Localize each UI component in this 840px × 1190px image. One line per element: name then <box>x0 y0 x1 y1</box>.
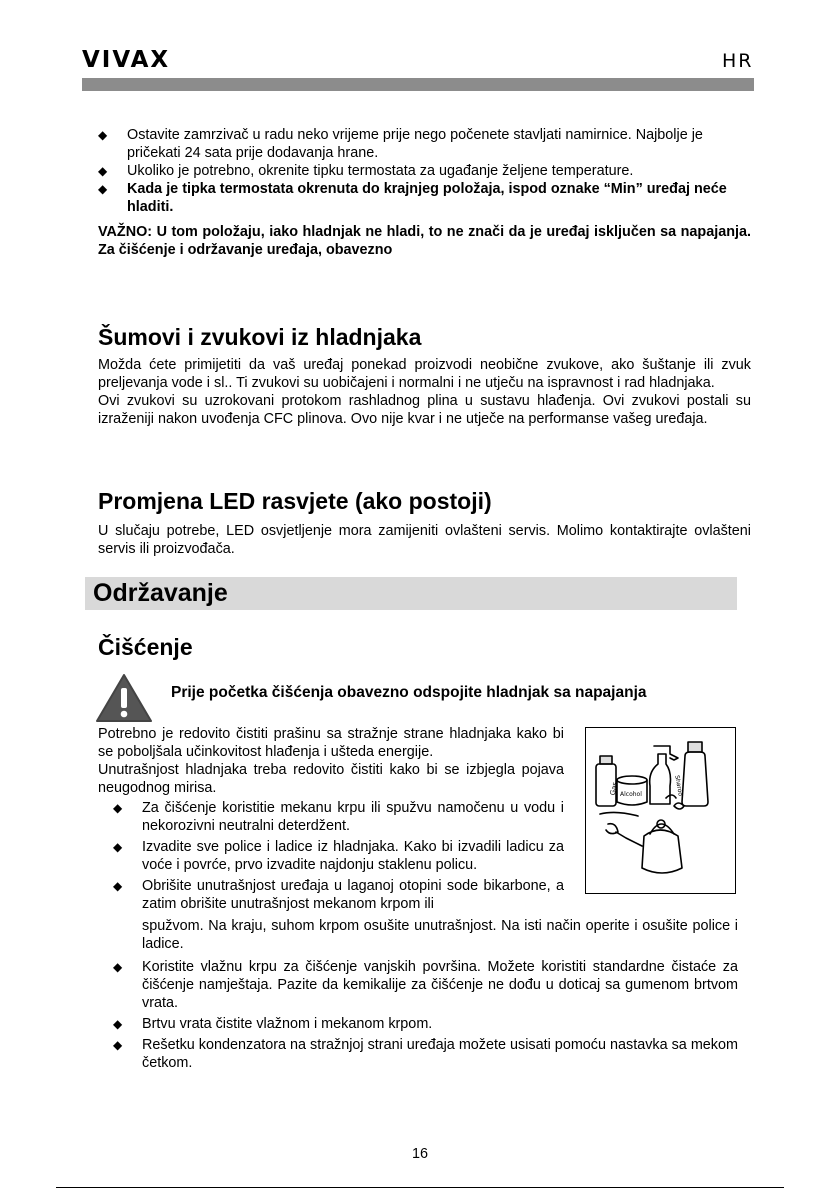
led-heading: Promjena LED rasvjete (ako postoji) <box>98 488 492 514</box>
cleaning-products-illustration <box>585 727 736 894</box>
intro-section <box>98 126 751 259</box>
cleaning-bullets-narrow <box>113 799 564 916</box>
footer-line <box>56 1187 784 1188</box>
list-item <box>113 958 738 1012</box>
list-item <box>113 799 564 835</box>
language-code: HR <box>722 50 754 72</box>
cleaning-bullet-text: Za čišćenje koristitie mekanu krpu ili spužvu namočenu u vodu i nekorozivni neutralni deterdžent. <box>142 800 564 834</box>
maintenance-heading: Održavanje <box>93 579 228 607</box>
intro-bullet-list <box>98 126 751 216</box>
list-item <box>98 126 751 162</box>
bullet-continuation: spužvom. Na kraju, suhom krpom osušite unutrašnjost. Na isti način operite i osušite police i ladice. <box>142 918 738 952</box>
illustration-label: Sharoo <box>673 774 684 797</box>
cleaning-bullet-list <box>113 799 564 913</box>
bullet-diamond-icon: ◆ <box>98 164 108 178</box>
cleaning-paragraph: Unutrašnjost hladnjaka treba redovito čistiti kako bi se izbjegla pojava neugodnog mirisa. <box>98 762 564 796</box>
warning-icon <box>95 673 153 723</box>
cleaning-heading: Čišćenje <box>98 634 193 660</box>
cleaning-bullet-text: Izvadite sve police i ladice iz hladnjaka. Kako bi izvadili ladicu za voće i povrće, prvo izvadite najdonju staklenu policu. <box>142 839 564 873</box>
page-number: 16 <box>411 1146 428 1162</box>
list-item <box>98 180 751 216</box>
cleaning-bullets-wide <box>113 958 738 1075</box>
list-item <box>113 1036 738 1072</box>
caution-text: Prije početka čišćenja obavezno odspojite hladnjak sa napajanja <box>171 684 647 701</box>
bullet-diamond-icon: ◆ <box>113 879 123 893</box>
cleaning-bullet-list <box>113 958 738 1072</box>
noise-body <box>98 356 751 428</box>
important-note: VAŽNO: U tom položaju, iako hladnjak ne hladi, to ne znači da je uređaj isključen sa napajanja. Za čišćenje i održavanje uređaja, obavezno <box>98 224 751 258</box>
noise-heading: Šumovi i zvukovi iz hladnjaka <box>98 324 422 350</box>
list-item <box>113 877 564 913</box>
led-paragraph: U slučaju potrebe, LED osvjetljenje mora zamijeniti ovlašteni servis. Molimo kontaktirajte ovlašteni servis ili proizvođača. <box>98 523 751 557</box>
bullet-diamond-icon: ◆ <box>113 1038 123 1052</box>
cleaning-bullet-text: Obrišite unutrašnjost uređaja u laganoj otopini sode bikarbone, a zatim obrišite unutrašnjost mekanom krpom ili <box>142 878 564 912</box>
bullet-diamond-icon: ◆ <box>113 1017 123 1031</box>
noise-paragraph: Ovi zvukovi su uzrokovani protokom rashladnog plina u sustavu hlađenja. Ovi zvukovi postali su izraženiji nakon uvođenja CFC plinova. Ovo nije kvar i ne utječe na performanse vašeg uređaja. <box>98 393 751 427</box>
intro-bullet-text: Kada je tipka termostata okrenuta do krajnjeg položaja, ispod oznake “Min” uređaj neće hladiti. <box>127 181 727 215</box>
cleaning-paragraph: Potrebno je redovito čistiti prašinu sa stražnje strane hladnjaka kako bi se poboljšala učinkovitost hlađenja i ušteda energije. <box>98 726 564 760</box>
noise-paragraph: Možda ćete primijetiti da vaš uređaj ponekad proizvodi neobične zvukove, ako šuštanje ili zvuk preljevanja vode i sl.. Ti zvukovi su uobičajeni i normalni i ne utječu na ispravnost i rad hladnjaka. <box>98 357 751 391</box>
cleaning-bullet-text: Brtvu vrata čistite vlažnom i mekanom krpom. <box>142 1016 433 1032</box>
intro-bullet-text: Ostavite zamrzivač u radu neko vrijeme prije nego počenete stavljati namirnice. Najbolje je pričekati 24 sata prije dodavanja hrane. <box>127 127 703 161</box>
bullet-diamond-icon: ◆ <box>98 182 108 196</box>
cleaning-bullet-text: Koristite vlažnu krpu za čišćenje vanjskih površina. Možete koristiti standardne čistaće za čišćenje namještaja. Pazite da kemikalije za čišćenje ne dođu u doticaj sa gumenom brtvom vrata. <box>142 959 738 1011</box>
intro-bullet-text: Ukoliko je potrebno, okrenite tipku termostata za ugađanje željene temperature. <box>127 163 634 179</box>
bullet-diamond-icon: ◆ <box>113 960 123 974</box>
illustration-label: Gas <box>608 781 620 796</box>
cleaning-bullet-text: Rešetku kondenzatora na stražnjoj strani uređaja možete usisati pomoću nastavka sa mekom četkom. <box>142 1037 738 1071</box>
list-item <box>113 838 564 874</box>
illustration-label: Alcohol <box>620 791 642 798</box>
list-item <box>113 1015 738 1033</box>
header-bar <box>82 78 754 91</box>
list-item <box>98 162 751 180</box>
brand-logo: VIVAX <box>82 47 171 73</box>
cleaning-products-icon <box>586 728 735 893</box>
bullet-diamond-icon: ◆ <box>98 128 108 142</box>
cleaning-intro <box>98 725 564 797</box>
bullet-diamond-icon: ◆ <box>113 840 123 854</box>
bullet-diamond-icon: ◆ <box>113 801 123 815</box>
